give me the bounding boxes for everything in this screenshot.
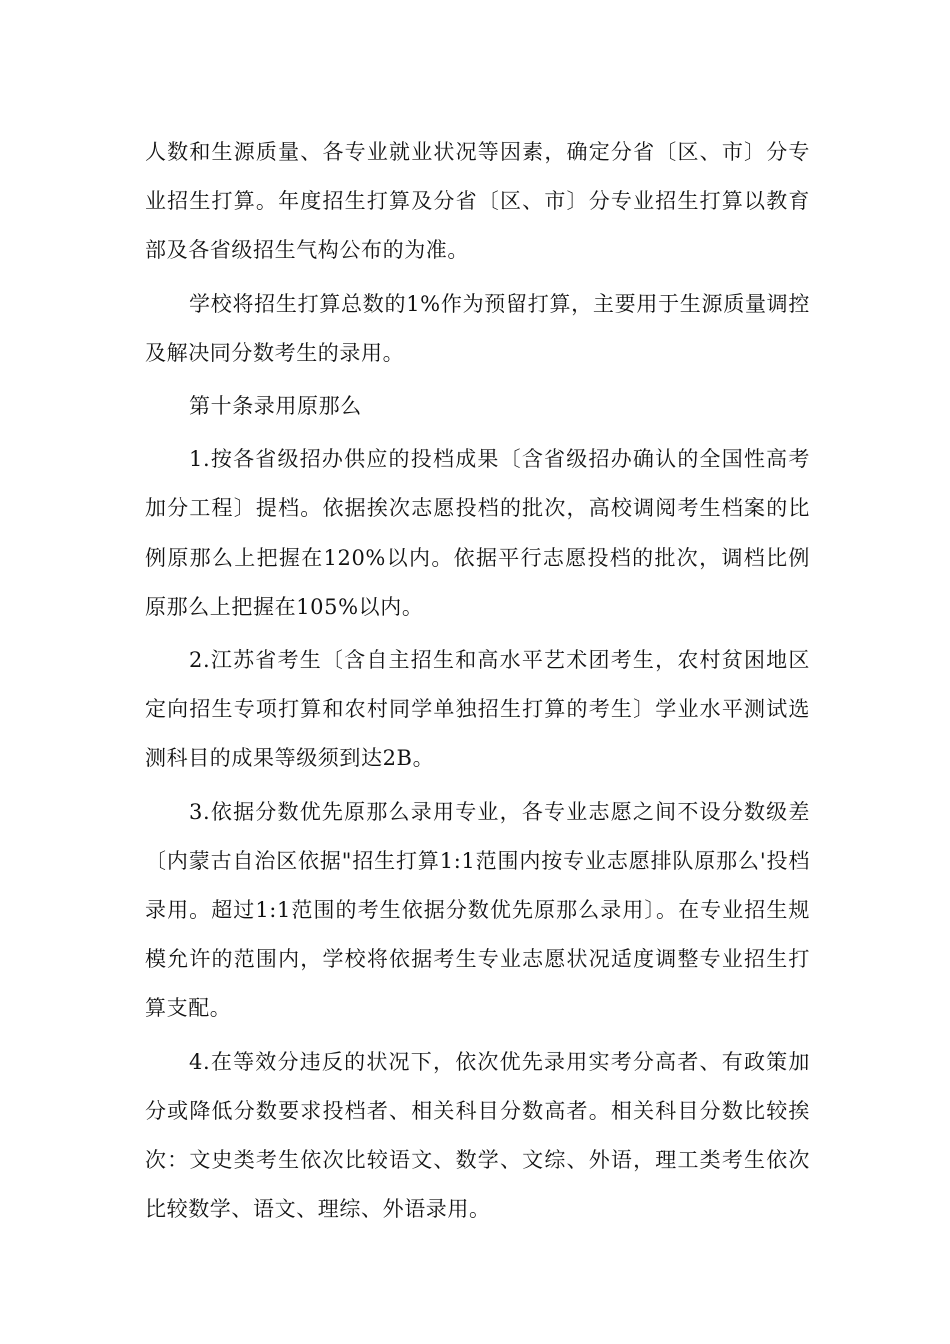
paragraph-reserve-quota: 学校将招生打算总数的1%作为预留打算，主要用于生源质量调控及解决同分数考生的录用。 (145, 291, 810, 365)
paragraph-continuation: 人数和生源质量、各专业就业状况等因素，确定分省〔区、市〕分专业招生打算。年度招生打算及分省〔区、市〕分专业招生打算以教育部及各省级招生气构公布的为准。 (145, 140, 810, 263)
paragraph-rule-1: 1.按各省级招办供应的投档成果〔含省级招办确认的全国性高考加分工程〕提档。依据挨次志愿投档的批次，高校调阅考生档案的比例原那么上把握在120%以内。依据平行志愿投档的批次，调档比例原那么上把握在105%以内。 (145, 447, 810, 619)
paragraph-rule-4: 4.在等效分违反的状况下，依次优先录用实考分高者、有政策加分或降低分数要求投档者、相关科目分数高者。相关科目分数比较挨次：文史类考生依次比较语文、数学、文综、外语，理工类考生依次比较数学、语文、理综、外语录用。 (145, 1049, 810, 1222)
paragraph-rule-3: 3.依据分数优先原那么录用专业，各专业志愿之间不设分数级差〔内蒙古自治区依据"招生打算1:1范围内按专业志愿排队原那么'投档录用。超过1:1范围的考生依据分数优先原那么录用〕。在专业招生规模允许的范围内，学校将依据考生专业志愿状况适度调整专业招生打算支配。 (145, 799, 810, 1021)
document-body (145, 128, 810, 1238)
paragraph-rule-2: 2.江苏省考生〔含自主招生和高水平艺术团考生，农村贫困地区定向招生专项打算和农村同学单独招生打算的考生〕学业水平测试选测科目的成果等级须到达2B。 (145, 648, 810, 771)
article-heading: 第十条录用原那么 (189, 394, 362, 419)
